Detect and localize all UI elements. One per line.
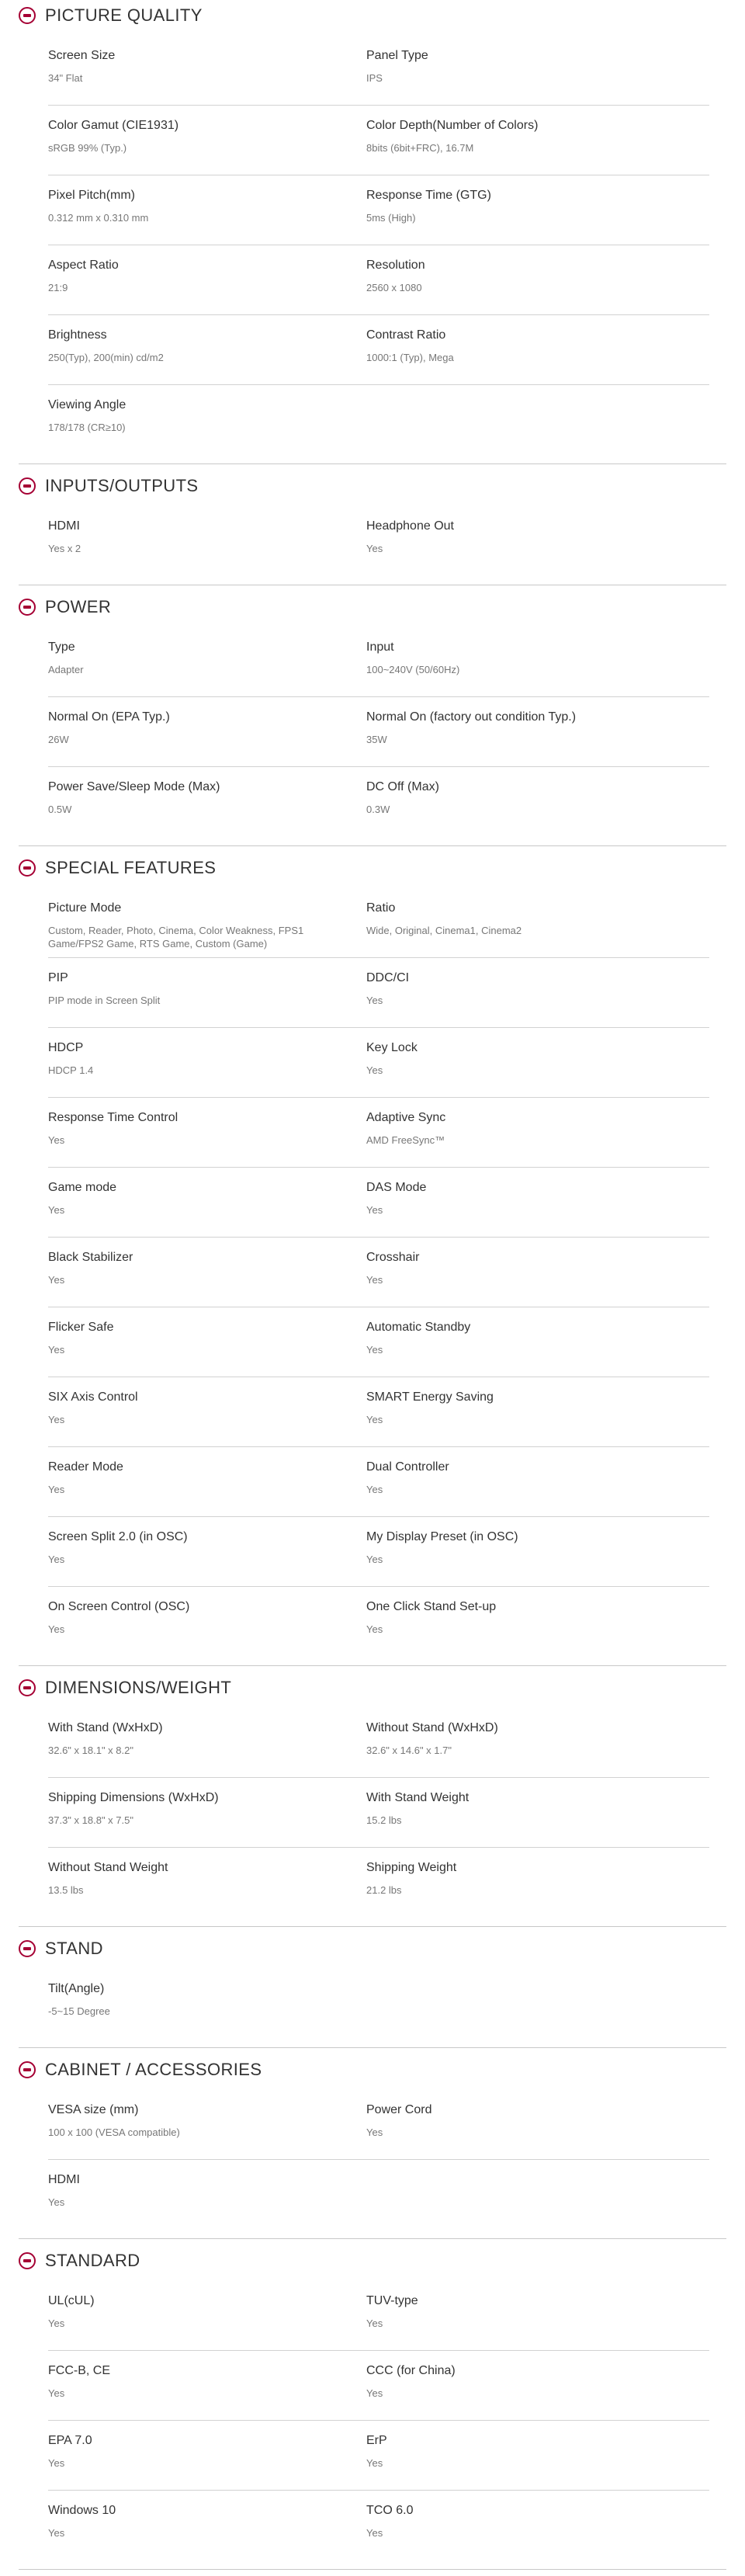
spec-row — [48, 175, 709, 245]
spec-row — [48, 2351, 709, 2421]
section-title: PICTURE QUALITY — [45, 5, 203, 25]
section-divider — [19, 1665, 726, 1666]
spec-label: Shipping Dimensions (WxHxD) — [48, 1791, 219, 1804]
spec-value: Yes — [366, 1344, 383, 1356]
spec-row — [48, 627, 709, 697]
spec-value: Yes — [366, 2457, 383, 2469]
spec-label: FCC-B, CE — [48, 2364, 110, 2377]
spec-item — [48, 315, 359, 364]
minus-circle-icon[interactable] — [19, 7, 36, 24]
spec-row — [48, 1848, 709, 1918]
section-header[interactable] — [19, 0, 203, 31]
spec-value: Yes — [366, 1554, 383, 1565]
spec-label: With Stand Weight — [366, 1791, 470, 1804]
spec-label: Brightness — [48, 328, 107, 342]
spec-value: Yes — [48, 2317, 65, 2329]
spec-label: Headphone Out — [366, 519, 454, 533]
spec-row — [48, 36, 709, 106]
spec-value: 21.2 lbs — [366, 1884, 402, 1896]
minus-circle-icon[interactable] — [19, 599, 36, 616]
spec-value: 178/178 (CR≥10) — [48, 422, 126, 433]
spec-row — [48, 1587, 709, 1657]
spec-item — [48, 1238, 359, 1286]
spec-row — [48, 1307, 709, 1377]
spec-label: HDMI — [48, 2173, 80, 2186]
spec-label: SIX Axis Control — [48, 1390, 138, 1404]
spec-item — [366, 1708, 677, 1757]
spec-row — [48, 2090, 709, 2160]
spec-item — [48, 1168, 359, 1217]
spec-label: Adaptive Sync — [366, 1111, 446, 1124]
spec-label: Crosshair — [366, 1251, 420, 1264]
spec-value: Yes — [48, 1414, 65, 1425]
spec-row — [48, 697, 709, 767]
spec-value: 2560 x 1080 — [366, 282, 422, 293]
spec-label: HDMI — [48, 519, 80, 533]
spec-item — [48, 2281, 359, 2330]
spec-item — [48, 1969, 359, 2018]
spec-label: SMART Energy Saving — [366, 1390, 494, 1404]
spec-item — [48, 1307, 359, 1356]
spec-label: UL(cUL) — [48, 2294, 95, 2307]
spec-label: Screen Split 2.0 (in OSC) — [48, 1530, 188, 1543]
spec-value: Yes — [366, 2527, 383, 2539]
spec-value: 0.5W — [48, 804, 72, 815]
section-header[interactable] — [19, 2054, 262, 2085]
spec-label: Tilt(Angle) — [48, 1982, 105, 1995]
spec-label: Input — [366, 641, 394, 654]
spec-row — [48, 1238, 709, 1307]
spec-item — [366, 1778, 677, 1827]
spec-section-power — [19, 592, 726, 846]
section-header[interactable] — [19, 470, 199, 502]
spec-item — [366, 2421, 677, 2470]
spec-item — [48, 958, 359, 1007]
spec-value: 100~240V (50/60Hz) — [366, 664, 460, 675]
section-divider — [19, 2047, 726, 2048]
spec-item — [48, 106, 359, 154]
spec-section-standard — [19, 2245, 726, 2570]
spec-item — [366, 1587, 677, 1636]
spec-value: 32.6" x 14.6" x 1.7" — [366, 1745, 452, 1756]
spec-label: Reader Mode — [48, 1460, 123, 1474]
spec-item — [48, 888, 359, 950]
spec-row — [48, 767, 709, 837]
spec-label: Type — [48, 641, 75, 654]
spec-item — [366, 2281, 677, 2330]
spec-value: sRGB 99% (Typ.) — [48, 142, 127, 154]
spec-item — [48, 245, 359, 294]
spec-item — [366, 106, 677, 154]
spec-value: Custom, Reader, Photo, Cinema, Color Weakness, FPS1 Game/FPS2 Game, RTS Game, Custom (Game) — [48, 925, 304, 950]
spec-label: EPA 7.0 — [48, 2434, 92, 2447]
spec-value: 100 x 100 (VESA compatible) — [48, 2126, 180, 2138]
spec-row — [48, 506, 709, 576]
section-header[interactable] — [19, 852, 216, 884]
spec-item — [48, 1447, 359, 1496]
minus-circle-icon[interactable] — [19, 859, 36, 877]
spec-label: One Click Stand Set-up — [366, 1600, 497, 1613]
spec-value: 0.3W — [366, 804, 390, 815]
spec-value: Yes — [48, 2527, 65, 2539]
spec-item — [48, 767, 359, 816]
section-header[interactable] — [19, 1933, 103, 1964]
spec-row — [48, 385, 709, 455]
spec-item — [366, 1168, 677, 1217]
spec-value: Yes — [48, 1134, 65, 1146]
spec-label: On Screen Control (OSC) — [48, 1600, 190, 1613]
spec-value: Yes — [366, 1064, 383, 1076]
spec-value: 35W — [366, 734, 387, 745]
spec-section-inputs-outputs — [19, 470, 726, 585]
spec-value: Yes — [366, 2126, 383, 2138]
spec-value: 250(Typ), 200(min) cd/m2 — [48, 352, 164, 363]
spec-value: Yes — [48, 2196, 65, 2208]
spec-label: Normal On (factory out condition Typ.) — [366, 710, 577, 724]
spec-value: 5ms (High) — [366, 212, 416, 224]
spec-value: 26W — [48, 734, 69, 745]
spec-label: Automatic Standby — [366, 1321, 471, 1334]
spec-value: 34" Flat — [48, 72, 83, 84]
spec-row — [48, 1447, 709, 1517]
spec-item — [48, 1098, 359, 1147]
spec-label: Aspect Ratio — [48, 259, 119, 272]
spec-label: Power Save/Sleep Mode (Max) — [48, 780, 220, 793]
spec-item — [366, 1028, 677, 1077]
spec-item — [366, 697, 677, 746]
spec-item — [366, 1238, 677, 1286]
spec-row — [48, 1969, 709, 2039]
section-title: DIMENSIONS/WEIGHT — [45, 1678, 232, 1697]
spec-value: Yes — [366, 1274, 383, 1286]
spec-item — [48, 2090, 359, 2139]
spec-label: Ratio — [366, 901, 396, 915]
spec-label: Without Stand (WxHxD) — [366, 1721, 498, 1734]
spec-value: Yes — [48, 1484, 65, 1495]
spec-value: Adapter — [48, 664, 84, 675]
spec-item — [48, 2421, 359, 2470]
spec-value: Yes — [48, 1274, 65, 1286]
spec-value: 15.2 lbs — [366, 1814, 402, 1826]
spec-label: Screen Size — [48, 49, 116, 62]
section-title: CABINET / ACCESSORIES — [45, 2060, 262, 2079]
spec-item — [366, 958, 677, 1007]
section-title: POWER — [45, 597, 112, 616]
spec-section-picture-quality — [19, 0, 726, 464]
spec-item — [48, 2160, 359, 2209]
minus-circle-icon[interactable] — [19, 477, 36, 495]
spec-label: My Display Preset (in OSC) — [366, 1530, 518, 1543]
spec-label: VESA size (mm) — [48, 2103, 139, 2116]
spec-label: DAS Mode — [366, 1181, 427, 1194]
spec-value: Yes — [366, 2317, 383, 2329]
spec-label: Black Stabilizer — [48, 1251, 133, 1264]
spec-item — [48, 1778, 359, 1827]
spec-item — [366, 627, 677, 676]
spec-item — [48, 1587, 359, 1636]
spec-item — [48, 627, 359, 676]
section-title: INPUTS/OUTPUTS — [45, 476, 199, 495]
section-title: SPECIAL FEATURES — [45, 858, 217, 877]
spec-value: 37.3" x 18.8" x 7.5" — [48, 1814, 133, 1826]
spec-item — [366, 2351, 677, 2400]
spec-row — [48, 315, 709, 385]
spec-row — [48, 2491, 709, 2560]
spec-value: Yes — [366, 1414, 383, 1425]
spec-value: Yes — [48, 1204, 65, 1216]
spec-value: HDCP 1.4 — [48, 1064, 94, 1076]
spec-item — [366, 2090, 677, 2139]
spec-value: Yes — [366, 1204, 383, 1216]
spec-item — [48, 385, 359, 434]
spec-item — [48, 175, 359, 224]
spec-label: TCO 6.0 — [366, 2504, 414, 2517]
section-header[interactable] — [19, 1672, 231, 1703]
spec-row — [48, 2281, 709, 2351]
spec-row — [48, 1098, 709, 1168]
spec-item — [48, 1377, 359, 1426]
section-divider — [19, 2238, 726, 2239]
spec-value: 13.5 lbs — [48, 1884, 84, 1896]
spec-label: Pixel Pitch(mm) — [48, 189, 136, 202]
spec-value: Yes — [48, 1344, 65, 1356]
spec-label: CCC (for China) — [366, 2364, 456, 2377]
spec-label: PIP — [48, 971, 68, 984]
section-divider — [19, 1926, 726, 1927]
spec-value: Yes — [48, 2387, 65, 2399]
spec-item — [366, 1377, 677, 1426]
spec-item — [366, 1848, 677, 1897]
minus-circle-icon[interactable] — [19, 2252, 36, 2269]
spec-value: IPS — [366, 72, 383, 84]
spec-label: Color Depth(Number of Colors) — [366, 119, 539, 132]
spec-row — [48, 2421, 709, 2491]
spec-label: With Stand (WxHxD) — [48, 1721, 163, 1734]
spec-label: ErP — [366, 2434, 387, 2447]
spec-item — [366, 1307, 677, 1356]
spec-label: DC Off (Max) — [366, 780, 439, 793]
spec-label: Color Gamut (CIE1931) — [48, 119, 179, 132]
spec-value: 21:9 — [48, 282, 68, 293]
spec-row — [48, 1517, 709, 1587]
spec-label: Shipping Weight — [366, 1861, 457, 1874]
spec-item — [366, 36, 677, 85]
spec-row — [48, 1168, 709, 1238]
spec-value: Yes — [48, 2457, 65, 2469]
spec-item — [48, 1517, 359, 1566]
spec-value: 8bits (6bit+FRC), 16.7M — [366, 142, 474, 154]
spec-item — [48, 36, 359, 85]
spec-value: Yes — [366, 995, 383, 1006]
spec-label: DDC/CI — [366, 971, 410, 984]
spec-row — [48, 1028, 709, 1098]
minus-circle-icon[interactable] — [19, 1940, 36, 1957]
spec-value: Yes — [48, 1623, 65, 1635]
spec-label: Contrast Ratio — [366, 328, 446, 342]
spec-label: Without Stand Weight — [48, 1861, 168, 1874]
spec-section-stand — [19, 1933, 726, 2048]
spec-value: Wide, Original, Cinema1, Cinema2 — [366, 925, 522, 936]
minus-circle-icon[interactable] — [19, 2061, 36, 2078]
spec-item — [366, 175, 677, 224]
spec-value: Yes — [366, 543, 383, 554]
spec-label: Panel Type — [366, 49, 428, 62]
section-title: STAND — [45, 1939, 103, 1958]
spec-label: Dual Controller — [366, 1460, 449, 1474]
spec-label: Flicker Safe — [48, 1321, 114, 1334]
spec-label: HDCP — [48, 1041, 84, 1054]
section-divider — [19, 845, 726, 846]
spec-value: 32.6" x 18.1" x 8.2" — [48, 1745, 133, 1756]
spec-label: Viewing Angle — [48, 398, 126, 411]
spec-label: Response Time (GTG) — [366, 189, 491, 202]
section-divider — [19, 463, 726, 464]
spec-label: TUV-type — [366, 2294, 418, 2307]
spec-label: Windows 10 — [48, 2504, 116, 2517]
spec-row — [48, 106, 709, 175]
spec-label: Picture Mode — [48, 901, 122, 915]
spec-row — [48, 958, 709, 1028]
spec-item — [366, 767, 677, 816]
section-header[interactable] — [19, 2245, 140, 2276]
spec-item — [48, 2491, 359, 2540]
spec-value: Yes — [48, 1554, 65, 1565]
spec-item — [48, 1848, 359, 1897]
spec-item — [48, 697, 359, 746]
spec-row — [48, 888, 709, 958]
spec-value: Yes — [366, 1484, 383, 1495]
spec-value: Yes x 2 — [48, 543, 81, 554]
section-header[interactable] — [19, 592, 111, 623]
spec-section-dimensions-weight — [19, 1672, 726, 1927]
spec-value: PIP mode in Screen Split — [48, 995, 161, 1006]
spec-item — [366, 506, 677, 555]
section-divider — [19, 2569, 726, 2570]
spec-label: Power Cord — [366, 2103, 432, 2116]
spec-label: Game mode — [48, 1181, 117, 1194]
spec-row — [48, 1708, 709, 1778]
spec-item — [366, 315, 677, 364]
spec-item — [366, 2491, 677, 2540]
spec-value: 0.312 mm x 0.310 mm — [48, 212, 149, 224]
section-title: STANDARD — [45, 2251, 140, 2270]
spec-label: Normal On (EPA Typ.) — [48, 710, 170, 724]
spec-item — [48, 1028, 359, 1077]
spec-item — [366, 1447, 677, 1496]
spec-item — [48, 1708, 359, 1757]
spec-section-cabinet-accessories — [19, 2054, 726, 2239]
spec-item — [366, 888, 677, 937]
spec-item — [48, 2351, 359, 2400]
spec-value: Yes — [366, 1623, 383, 1635]
spec-section-special-features — [19, 852, 726, 1666]
spec-item — [366, 1517, 677, 1566]
spec-row — [48, 1778, 709, 1848]
spec-label: Resolution — [366, 259, 425, 272]
spec-row — [48, 245, 709, 315]
spec-row — [48, 1377, 709, 1447]
spec-label: Key Lock — [366, 1041, 418, 1054]
spec-value: -5~15 Degree — [48, 2005, 110, 2017]
spec-row — [48, 2160, 709, 2230]
spec-value: Yes — [366, 2387, 383, 2399]
spec-item — [48, 506, 359, 555]
spec-item — [366, 1098, 677, 1147]
spec-label: Response Time Control — [48, 1111, 178, 1124]
spec-value: 1000:1 (Typ), Mega — [366, 352, 454, 363]
spec-item — [366, 245, 677, 294]
spec-value: AMD FreeSync™ — [366, 1134, 445, 1146]
minus-circle-icon[interactable] — [19, 1679, 36, 1696]
